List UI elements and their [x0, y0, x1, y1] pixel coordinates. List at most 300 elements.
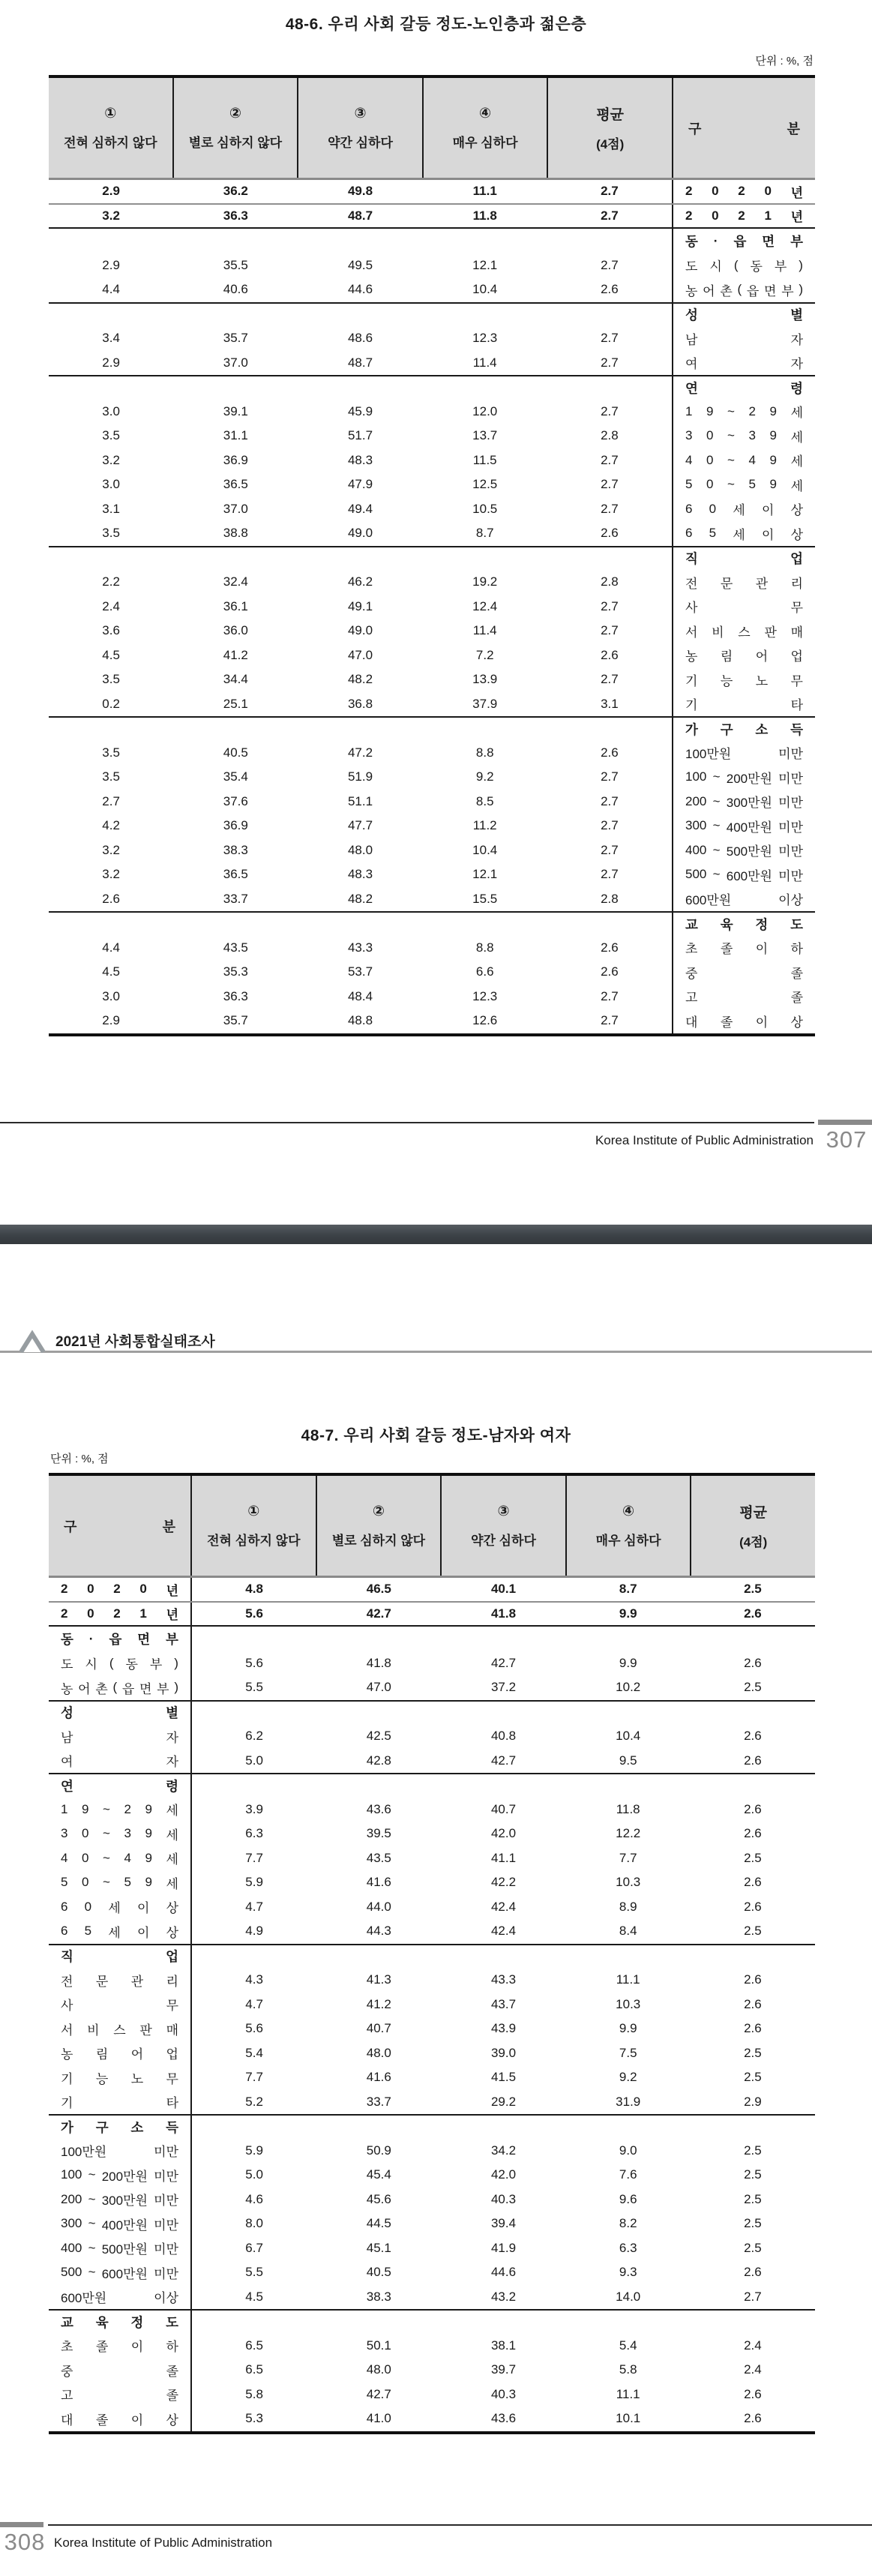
value-cell — [691, 2311, 815, 2334]
value-cell: 40.7 — [366, 2021, 391, 2036]
group-label: 교 육 정 도 — [672, 913, 815, 936]
gubun-header: 구 분 — [49, 1476, 192, 1576]
value-cell — [441, 2311, 565, 2334]
category-label: 여 자 — [672, 351, 815, 376]
category-label: 5 0 ~ 5 9 세 — [49, 1870, 192, 1895]
group-header-row — [49, 302, 815, 327]
column-header-2 — [316, 1476, 441, 1576]
value-cell: 41.6 — [366, 1875, 391, 1890]
value-cell: 10.1 — [616, 2411, 641, 2426]
category-label: 고 졸 — [49, 2383, 192, 2407]
category-label: 1 9 ~ 2 9 세 — [672, 400, 815, 424]
category-label: 2 0 2 1 년 — [672, 205, 815, 228]
value-cell: 35.7 — [223, 1013, 248, 1028]
value-cell: 48.6 — [347, 331, 373, 346]
value-cell: 37.0 — [223, 501, 248, 516]
value-cell — [173, 913, 298, 936]
table-row — [49, 497, 815, 522]
value-cell: 5.3 — [245, 2411, 263, 2426]
table2-unit-label: 단위 : %, 점 — [50, 1453, 109, 1465]
column-number: ② — [229, 106, 241, 121]
value-cell — [691, 1774, 815, 1798]
group-label: 가 구 소 득 — [672, 718, 815, 741]
value-cell: 35.5 — [223, 257, 248, 272]
value-cell: 5.6 — [245, 1606, 263, 1621]
table-row — [49, 2260, 815, 2285]
value-cell: 41.8 — [366, 1655, 391, 1670]
page-separator-band — [0, 1225, 872, 1244]
value-cell: 8.0 — [245, 2216, 263, 2231]
value-cell: 34.2 — [490, 2143, 517, 2158]
value-cell — [547, 718, 672, 741]
value-cell: 2.5 — [744, 2240, 762, 2255]
value-cell: 48.2 — [347, 672, 373, 687]
category-label: 기 타 — [49, 2090, 192, 2115]
table-row — [49, 2236, 815, 2261]
value-cell — [192, 1945, 316, 1969]
value-cell: 2.5 — [744, 2070, 762, 2085]
value-cell: 4.5 — [102, 647, 120, 662]
value-cell: 39.0 — [490, 2045, 517, 2060]
value-cell: 41.9 — [490, 2240, 517, 2255]
value-cell: 3.0 — [102, 477, 120, 492]
table-row — [49, 985, 815, 1009]
value-cell: 8.2 — [619, 2216, 637, 2231]
value-cell: 2.7 — [601, 623, 619, 638]
value-cell: 8.7 — [619, 1582, 637, 1597]
value-cell: 49.8 — [347, 184, 373, 199]
group-label: 동 · 읍 면 부 — [672, 229, 815, 253]
value-cell: 44.6 — [347, 282, 373, 297]
column-number: 평균 — [596, 107, 625, 123]
value-cell: 40.5 — [366, 2265, 391, 2280]
value-cell: 36.8 — [347, 696, 373, 711]
value-cell: 41.1 — [490, 1850, 517, 1865]
table-row — [49, 2334, 815, 2359]
value-cell: 2.6 — [601, 745, 619, 760]
value-cell: 44.3 — [366, 1924, 391, 1939]
value-cell: 2.7 — [601, 672, 619, 687]
value-cell: 3.5 — [102, 745, 120, 760]
table1-unit-label: 단위 : %, 점 — [755, 55, 814, 67]
value-cell — [192, 1774, 316, 1798]
table-row — [49, 1968, 815, 1993]
chevron-mark-icon — [19, 1329, 46, 1353]
value-cell: 36.9 — [223, 452, 248, 467]
value-cell: 2.6 — [744, 1655, 762, 1670]
value-cell: 48.0 — [366, 2045, 391, 2060]
value-cell: 5.9 — [245, 1875, 263, 1890]
table-row — [49, 643, 815, 668]
value-cell: 2.9 — [102, 1013, 120, 1028]
group-header-row — [49, 1773, 815, 1798]
value-cell: 2.7 — [601, 403, 619, 418]
table-row — [49, 1870, 815, 1895]
value-cell: 40.8 — [490, 1729, 517, 1744]
table-row — [49, 1009, 815, 1033]
table-row — [49, 1675, 815, 1700]
value-cell: 41.2 — [223, 647, 248, 662]
value-cell: 3.5 — [102, 428, 120, 443]
column-label: 전혀 심하지 않다 — [207, 1534, 301, 1548]
column-number: ④ — [479, 106, 492, 121]
value-cell: 36.9 — [223, 818, 248, 833]
value-cell: 3.5 — [102, 769, 120, 784]
page2-page-number: 308 — [4, 2529, 46, 2555]
table-row — [49, 2188, 815, 2212]
table-row — [49, 1749, 815, 1774]
table-row — [49, 326, 815, 351]
value-cell — [547, 304, 672, 327]
category-label: 300 ~ 400만원 미만 — [672, 814, 815, 838]
value-cell — [173, 547, 298, 571]
value-cell: 3.6 — [102, 623, 120, 638]
value-cell: 12.4 — [472, 598, 498, 613]
value-cell: 42.7 — [366, 1606, 391, 1621]
category-label: 4 0 ~ 4 9 세 — [672, 448, 815, 473]
group-header-row — [49, 375, 815, 400]
value-cell — [441, 1627, 565, 1651]
value-cell: 3.1 — [601, 696, 619, 711]
column-number: ① — [104, 106, 117, 121]
value-cell: 2.7 — [601, 818, 619, 833]
value-cell: 42.2 — [490, 1875, 517, 1890]
value-cell: 2.7 — [601, 452, 619, 467]
table-row — [49, 1798, 815, 1822]
value-cell: 33.7 — [223, 891, 248, 906]
value-cell: 2.6 — [744, 1996, 762, 2011]
value-cell: 35.4 — [223, 769, 248, 784]
category-label: 100만원 미만 — [672, 741, 815, 766]
value-cell: 8.7 — [475, 526, 494, 541]
value-cell: 36.3 — [223, 988, 248, 1003]
value-cell — [298, 376, 422, 400]
table-row — [49, 790, 815, 814]
group-label: 연 령 — [49, 1774, 192, 1798]
running-header-title: 2021년 사회통합실태조사 — [55, 1334, 215, 1350]
value-cell — [49, 229, 173, 253]
value-cell: 10.4 — [616, 1729, 641, 1744]
value-cell: 48.7 — [347, 208, 373, 223]
value-cell: 10.4 — [472, 842, 498, 857]
value-cell: 2.7 — [601, 842, 619, 857]
table-row — [49, 2383, 815, 2407]
category-label: 100 ~ 200만원 미만 — [49, 2163, 192, 2188]
value-cell: 2.7 — [102, 793, 120, 808]
column-number: ③ — [354, 106, 367, 121]
value-cell: 50.9 — [366, 2143, 391, 2158]
value-cell: 4.2 — [102, 818, 120, 833]
value-cell: 5.8 — [619, 2362, 637, 2377]
value-cell: 42.7 — [490, 1753, 517, 1768]
value-cell: 2.8 — [601, 574, 619, 589]
table-row — [49, 2358, 815, 2383]
column-header-mean — [547, 78, 672, 178]
value-cell: 12.2 — [616, 1826, 641, 1841]
category-label: 4 0 ~ 4 9 세 — [49, 1846, 192, 1871]
table-row — [49, 667, 815, 692]
category-label: 400 ~ 500만원 미만 — [49, 2236, 192, 2261]
value-cell: 6.3 — [245, 1826, 263, 1841]
value-cell — [423, 376, 547, 400]
value-cell: 2.6 — [744, 1972, 762, 1987]
value-cell: 41.6 — [366, 2070, 391, 2085]
value-cell — [691, 1945, 815, 1969]
group-label: 성 별 — [49, 1702, 192, 1725]
value-cell — [566, 1627, 691, 1651]
value-cell: 36.5 — [223, 477, 248, 492]
category-label: 대 졸 이 상 — [672, 1009, 815, 1033]
value-cell: 50.1 — [366, 2338, 391, 2353]
value-cell: 4.9 — [245, 1924, 263, 1939]
value-cell: 11.2 — [472, 818, 497, 833]
value-cell: 2.9 — [102, 355, 120, 370]
value-cell: 2.5 — [744, 2191, 762, 2206]
category-label: 2 0 2 1 년 — [49, 1603, 192, 1626]
column-number: ① — [247, 1504, 260, 1519]
value-cell: 2.6 — [601, 964, 619, 979]
value-cell: 48.3 — [347, 452, 373, 467]
value-cell — [547, 547, 672, 571]
table-row — [49, 1724, 815, 1749]
value-cell: 12.5 — [472, 477, 498, 492]
column-header-1 — [49, 78, 172, 178]
value-cell: 4.8 — [245, 1582, 263, 1597]
table-row — [49, 741, 815, 766]
value-cell: 7.7 — [245, 2070, 263, 2085]
group-label: 교 육 정 도 — [49, 2311, 192, 2334]
page2-footer-rule — [48, 2524, 872, 2526]
value-cell — [441, 1945, 565, 1969]
value-cell: 9.9 — [619, 1606, 637, 1621]
value-cell: 51.7 — [347, 428, 373, 443]
value-cell: 29.2 — [490, 2094, 517, 2109]
value-cell: 42.7 — [366, 2386, 391, 2401]
value-cell — [316, 1945, 441, 1969]
value-cell — [441, 1774, 565, 1798]
table-row — [49, 692, 815, 717]
value-cell: 8.4 — [619, 1924, 637, 1939]
column-label: 매우 심하다 — [595, 1534, 661, 1548]
table-48-7 — [49, 1473, 815, 2434]
value-cell: 48.3 — [347, 867, 373, 882]
table-row — [49, 1603, 815, 1627]
value-cell: 37.2 — [490, 1680, 517, 1695]
value-cell — [423, 229, 547, 253]
value-cell: 40.1 — [490, 1582, 517, 1597]
value-cell: 12.1 — [472, 257, 498, 272]
value-cell — [49, 718, 173, 741]
value-cell: 45.9 — [347, 403, 373, 418]
value-cell: 40.7 — [490, 1801, 517, 1816]
value-cell: 33.7 — [366, 2094, 391, 2109]
category-label: 6 0 세 이 상 — [672, 497, 815, 522]
category-label: 여 자 — [49, 1749, 192, 1774]
category-label: 6 5 세 이 상 — [672, 521, 815, 546]
value-cell — [316, 1627, 441, 1651]
value-cell: 2.6 — [744, 1826, 762, 1841]
column-header-2 — [172, 78, 298, 178]
value-cell: 3.5 — [102, 672, 120, 687]
value-cell: 3.5 — [102, 526, 120, 541]
value-cell: 11.1 — [472, 184, 497, 199]
value-cell: 2.9 — [744, 2094, 762, 2109]
value-cell — [192, 2311, 316, 2334]
value-cell: 2.6 — [744, 1729, 762, 1744]
category-label: 농 림 어 업 — [49, 2041, 192, 2066]
value-cell: 2.7 — [601, 331, 619, 346]
value-cell: 2.9 — [102, 184, 120, 199]
value-cell: 46.5 — [366, 1582, 391, 1597]
category-label: 고 졸 — [672, 985, 815, 1009]
category-label: 전 문 관 리 — [49, 1968, 192, 1993]
value-cell: 39.4 — [490, 2216, 517, 2231]
table-row — [49, 351, 815, 376]
value-cell — [173, 304, 298, 327]
table-row — [49, 2212, 815, 2236]
table-row — [49, 1919, 815, 1944]
value-cell: 4.4 — [102, 940, 120, 955]
group-label: 직 업 — [672, 547, 815, 571]
value-cell: 51.9 — [347, 769, 373, 784]
value-cell: 13.9 — [472, 672, 498, 687]
value-cell: 7.5 — [619, 2045, 637, 2060]
table-row — [49, 448, 815, 473]
value-cell: 39.7 — [490, 2362, 517, 2377]
value-cell: 2.5 — [744, 1582, 762, 1597]
category-label: 농 어 촌 ( 읍 면 부 ) — [49, 1675, 192, 1700]
column-label: 별로 심하지 않다 — [331, 1534, 426, 1548]
column-label: 전혀 심하지 않다 — [64, 136, 157, 150]
value-cell: 44.6 — [490, 2265, 517, 2280]
value-cell: 2.5 — [744, 1680, 762, 1695]
value-cell: 53.7 — [347, 964, 373, 979]
value-cell — [423, 718, 547, 741]
table-row — [49, 180, 815, 205]
value-cell: 5.6 — [245, 2021, 263, 2036]
value-cell — [566, 2116, 691, 2139]
category-label: 기 타 — [672, 692, 815, 717]
value-cell: 38.8 — [223, 526, 248, 541]
value-cell: 2.5 — [744, 1850, 762, 1865]
value-cell: 48.0 — [366, 2362, 391, 2377]
value-cell — [173, 229, 298, 253]
value-cell — [298, 913, 422, 936]
value-cell: 43.2 — [490, 2289, 517, 2304]
value-cell: 43.6 — [490, 2411, 517, 2426]
value-cell: 2.6 — [601, 940, 619, 955]
value-cell — [547, 913, 672, 936]
value-cell: 49.5 — [347, 257, 373, 272]
table-row — [49, 424, 815, 448]
value-cell: 47.0 — [366, 1680, 391, 1695]
group-header-row — [49, 546, 815, 571]
value-cell — [298, 547, 422, 571]
category-label: 도 시 ( 동 부 ) — [49, 1651, 192, 1676]
category-label: 2 0 2 0 년 — [672, 180, 815, 203]
value-cell: 36.0 — [223, 623, 248, 638]
value-cell: 2.5 — [744, 1924, 762, 1939]
value-cell: 47.9 — [347, 477, 373, 492]
group-header-row — [49, 2309, 815, 2334]
table-row — [49, 960, 815, 985]
value-cell: 8.8 — [475, 745, 494, 760]
value-cell: 14.0 — [616, 2289, 641, 2304]
value-cell: 2.7 — [601, 477, 619, 492]
value-cell: 2.2 — [102, 574, 120, 589]
group-label: 동 · 읍 면 부 — [49, 1627, 192, 1651]
value-cell: 45.4 — [366, 2167, 391, 2182]
value-cell: 36.2 — [223, 184, 248, 199]
value-cell — [298, 304, 422, 327]
category-label: 농 림 어 업 — [672, 643, 815, 668]
value-cell: 40.3 — [490, 2191, 517, 2206]
value-cell: 2.6 — [601, 647, 619, 662]
column-label: (4점) — [596, 137, 625, 151]
value-cell: 2.6 — [601, 282, 619, 297]
category-label: 300 ~ 400만원 미만 — [49, 2212, 192, 2236]
value-cell — [423, 547, 547, 571]
value-cell: 6.2 — [245, 1729, 263, 1744]
value-cell: 43.3 — [347, 940, 373, 955]
value-cell — [192, 1702, 316, 1725]
value-cell: 2.7 — [601, 184, 619, 199]
value-cell: 51.1 — [347, 793, 373, 808]
gubun-header: 구 분 — [672, 78, 815, 178]
value-cell: 2.6 — [744, 1606, 762, 1621]
group-header-row — [49, 229, 815, 253]
value-cell: 43.6 — [366, 1801, 391, 1816]
category-label: 남 자 — [672, 326, 815, 351]
page2-footer-org: Korea Institute of Public Administration — [54, 2536, 273, 2550]
value-cell: 2.5 — [744, 2167, 762, 2182]
value-cell: 5.9 — [245, 2143, 263, 2158]
category-label: 600만원 이상 — [49, 2285, 192, 2310]
value-cell: 11.1 — [616, 1972, 640, 1987]
value-cell: 43.3 — [490, 1972, 517, 1987]
value-cell: 6.7 — [245, 2240, 263, 2255]
value-cell: 9.9 — [619, 2021, 637, 2036]
value-cell: 2.6 — [744, 2265, 762, 2280]
category-label: 사 무 — [672, 595, 815, 619]
value-cell — [316, 2311, 441, 2334]
value-cell: 2.4 — [744, 2338, 762, 2353]
value-cell — [192, 1627, 316, 1651]
value-cell: 6.3 — [619, 2240, 637, 2255]
value-cell: 2.6 — [744, 2411, 762, 2426]
category-label: 1 9 ~ 2 9 세 — [49, 1798, 192, 1822]
column-header-mean — [690, 1476, 815, 1576]
table1-header-row — [49, 78, 815, 180]
value-cell: 46.2 — [347, 574, 373, 589]
table-row — [49, 1895, 815, 1920]
table-row — [49, 2090, 815, 2115]
group-header-row — [49, 1944, 815, 1969]
value-cell: 9.2 — [475, 769, 494, 784]
value-cell: 31.9 — [616, 2094, 641, 2109]
value-cell: 5.5 — [245, 2265, 263, 2280]
group-header-row — [49, 911, 815, 936]
table-row — [49, 277, 815, 302]
value-cell: 2.7 — [601, 988, 619, 1003]
value-cell: 8.5 — [475, 793, 494, 808]
value-cell — [316, 2116, 441, 2139]
column-label: 별로 심하지 않다 — [188, 136, 283, 150]
category-label: 100만원 미만 — [49, 2139, 192, 2164]
value-cell: 10.4 — [472, 282, 498, 297]
category-label: 500 ~ 600만원 미만 — [49, 2260, 192, 2285]
category-label: 3 0 ~ 3 9 세 — [49, 1822, 192, 1846]
